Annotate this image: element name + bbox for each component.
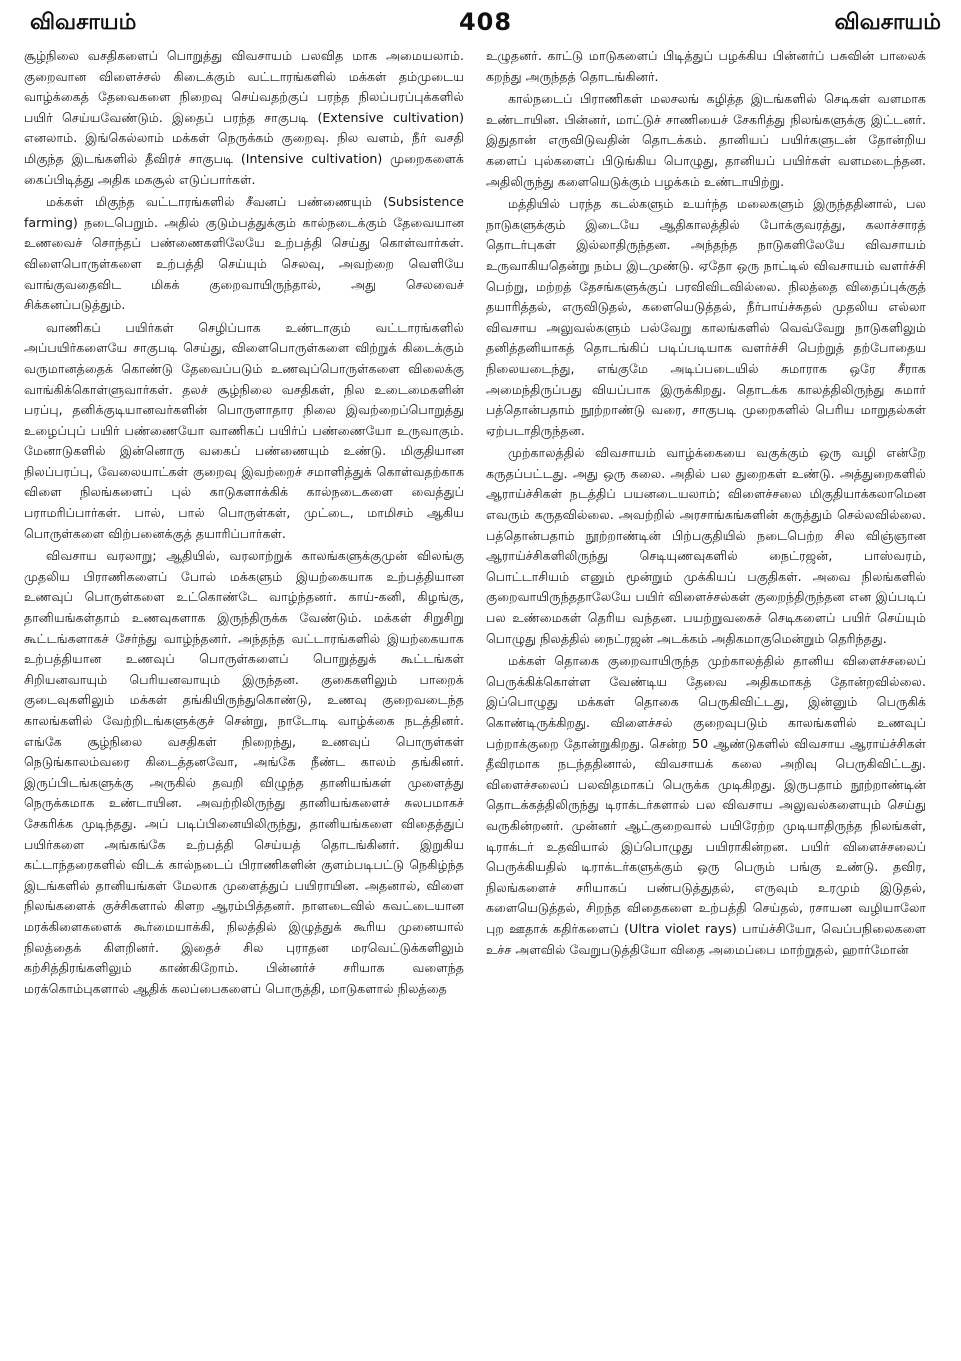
running-title-right: விவசாயம்: [834, 10, 941, 35]
paragraph: மக்கள் தொகை குறைவாயிருந்த முற்காலத்தில் தானிய விளைச்சலைப் பெருக்கிக்கொள்ள வேண்டிய தேவை அதிகமாகத் தோன்றவில்லை. இப்பொழுது மக்கள் தொகை பெருகிவிட்டது, இன்னும் பெருகிக் கொண்டிருக்கிறது. விளைச்சல் குறைவுபடும் காலங்களில் உணவுப் பற்றாக்குறை தோன்றுகிறது. சென்ற 50 ஆண்டுகளில் விவசாய ஆராய்ச்சிகள் தீவிரமாக நடந்ததினால், விவசாயக் கலை அறிவு பெருகிவிட்டது. விளைச்சலைப் பலவிதமாகப் பெருக்க முடிகிறது. இருபதாம் நூற்றாண்டின் தொடக்கத்திலிருந்து டிராக்டர்களால் பல விவசாய அலுவல்களையும் செய்து வருகின்றனர். முன்னர் ஆட்குறைவால் பயிரேற்ற முடியாதிருந்த நிலங்கள், டிராக்டர் உதவியால் இப்பொழுது பயிராகின்றன. பயிர் விளைச்சலைப் பெருக்கியதில் டிராக்டர்களுக்கும் ஒரு பெரும் பங்கு உண்டு. தவிர, நிலங்களைச் சரியாகப் பண்படுத்துதல், எருவும் உரமும் இடுதல், களையெடுத்தல், சிறந்த விதைகளை உற்பத்தி செய்தல், ரசாயன வழியாலோ புற ஊதாக் கதிர்களைப் (Ultra violet rays) பாய்ச்சியோ, வெப்பநிலைகளை உச்ச அளவில் வேறுபடுத்தியோ விதை அமைப்பை மாற்றுதல், ஹார்மோன்: [486, 653, 926, 957]
running-title-left: விவசாயம்: [30, 10, 137, 35]
paragraph: விவசாய வரலாறு; ஆதியில், வரலாற்றுக் காலங்களுக்குமுன் விலங்கு முதலிய பிராணிகளைப் போல் மக்களும் இயற்கையாக உற்பத்தியான உணவுப் பொருள்களை உட்கொண்டே வாழ்ந்தனர். காய்-கனி, கிழங்கு, தானியங்கள்தாம் உணவுகளாக இருந்திருக்க வேண்டும். மக்கள் சிறுசிறு கூட்டங்களாகச் சேர்ந்து வாழ்ந்தனர். அந்தந்த வட்டாரங்களில் இயற்கையாக உற்பத்தியான உணவுப் பொருள்களைப் பொறுத்துக் கூட்டங்கள் சிறியனவாயும் பெரியனவாயும் இருந்தன. குகைகளிலும் பாறைக் குடைவுகளிலும் மக்கள் தங்கியிருந்துகொண்டு, உணவு குறைவடைந்த காலங்களில் வேற்றிடங்களுக்குச் சென்று, நாடோடி வாழ்க்கை நடத்தினர். எங்கே சூழ்நிலை வசதிகள் நிறைந்து, உணவுப் பொருள்கள் நெடுங்காலம்வரை கிடைத்தனவோ, அங்கே நீண்ட காலம் தங்கினர். இருப்பிடங்களுக்கு அருகில் தவறி விழுந்த தானியங்கள் முளைத்து நெருக்கமாக உண்டாயின. அவற்றிலிருந்து தானியங்களைச் சுலபமாகச் சேகரிக்க முடிந்தது. அப் படிப்பினையிலிருந்து, தானியங்களை விதைத்துப் பயிர்களை அங்கங்கே உற்பத்தி செய்யத் தொடங்கினர். இறுகிய கட்டாந்தரைகளில் விடக் கால்நடைப் பிராணிகளின் குளம்படிபட்டு நெகிழ்ந்த இடங்களில் தானியங்கள் மேலாக முளைத்துப் பயிராயின. அதனால், விளை நிலங்களைக் குச்சிகளால் கிளற ஆரம்பித்தனர். நாளடைவில் கவட்டையான மரக்கிளைகளைக் கூர்மையாக்கி, நிலத்தில் இழுத்துக் கூரிய முனையால் நிலத்தைக் கிளறினர். இதைச் சில புராதன மரவெட்டுக்களிலும் கற்சித்திரங்களிலும் காண்கிறோம். பின்னர்ச் சரியாக வளைந்த மரக்கொம்புகளால் ஆதிக் கலப்பைகளைப் பொருத்தி, மாடுகளால் நிலத்தை: [24, 548, 464, 996]
paragraph: கால்நடைப் பிராணிகள் மலசலங் கழித்த இடங்களில் செடிகள் வளமாக உண்டாயின. பின்னர், மாட்டுச் சாணியைச் சேகரித்து நிலங்களுக்கு இட்டனர். இதுதான் எருவிடுவதின் தொடக்கம். தானியப் பயிர்களுடன் தோன்றிய களைப் புல்களைப் பிடுங்கிய பொழுது, தானியப் பயிர்கள் வளமடைந்தன. அதிலிருந்து களையெடுக்கும் பழக்கம் உண்டாயிற்று.: [486, 91, 926, 189]
page-number: 408: [458, 8, 513, 36]
right-column: [486, 46, 926, 1351]
paragraph: முற்காலத்தில் விவசாயம் வாழ்க்கையை வகுக்கும் ஒரு வழி என்றே கருதப்பட்டது. அது ஒரு கலை. அதில் பல துறைகள் உண்டு. அத்துறைகளில் ஆராய்ச்சிகள் நடத்திப் பயனடையலாம்; விளைச்சலை மிகுதியாக்கலாமென எவரும் கருதவில்லை. அவற்றில் அரசாங்கங்களின் கருத்தும் செல்லவில்லை. பத்தொன்பதாம் நூற்றாண்டின் பிற்பகுதியில் நடைபெற்ற சில விஞ்ஞான ஆராய்ச்சிகளிலிருந்து செடியுணவுகளில் நைட்ரஜன், பாஸ்வரம், பொட்டாசியம் எனும் மூன்றும் முக்கியப் பகுதிகள். அவை நிலங்களில் குறைவாயிருந்ததாலேயே பயிர் விளைச்சல்கள் குறைந்திருந்தன என இப்படிப் பல உண்மைகள் தெரிய வந்தன. பயற்றுவகைச் செடிகளைப் பயிர் செய்யும் பொழுது நிலத்தில் நைட்ரஜன் அடக்கம் அதிகமாகுமென்றும் தெரிந்தது.: [486, 445, 926, 646]
left-column: [24, 46, 464, 1351]
text-columns: [24, 46, 947, 1351]
paragraph: வாணிகப் பயிர்கள் செழிப்பாக உண்டாகும் வட்டாரங்களில் அப்பயிர்களையே சாகுபடி செய்து, விளைபொருள்களை விற்றுக் கிடைக்கும் வருமானத்தைக் கொண்டு தேவைப்படும் உணவுப்பொருள்களை விலைக்கு வாங்கிக்கொள்ளுவார்கள். தலச் சூழ்நிலை வசதிகள், நில உடைமைகளின் பரப்பு, தனிக்குடியானவர்களின் பொருளாதார நிலை இவற்றைப்பொறுத்து உழைப்புப் பயிர் பண்ணையோ வாணிகப் பயிர்ப் பண்ணையோ உருவாகும். மேனாடுகளில் இன்னொரு வகைப் பண்ணையும் உண்டு. மிகுதியான நிலப்பரப்பு, வேலையாட்கள் குறைவு இவற்றைச் சமாளித்துக் கொள்வதற்காக விளை நிலங்களைப் புல் காடுகளாக்கிக் கால்நடைகளை வைத்துப் பராமரிப்பார்கள். பால், பால் பொருள்கள், முட்டை, மாமிசம் ஆகிய பொருள்களை விற்பனைக்குத் தயாரிப்பார்கள்.: [24, 319, 464, 541]
paragraph: உழுதனர். காட்டு மாடுகளைப் பிடித்துப் பழக்கிய பின்னர்ப் பசுவின் பாலைக் கறந்து அருந்தத் தொடங்கினர்.: [486, 48, 926, 84]
paragraph: மத்தியில் பரந்த கடல்களும் உயர்ந்த மலைகளும் இருந்ததினால், பல நாடுகளுக்கும் இடையே ஆதிகாலத்தில் போக்குவரத்து, கலாச்சாரத் தொடர்புகள் இல்லாதிருந்தன. அந்தந்த நாடுகளிலேயே விவசாயம் உருவாகியதென்று நம்ப இடமுண்டு. ஏதோ ஒரு நாட்டில் விவசாயம் வளர்ச்சி பெற்று, மற்றத் தேசங்களுக்குப் பரவிவிடவில்லை. நிலத்தை விதைப்புக்குத் தயாரித்தல், எருவிடுதல், களையெடுத்தல், நீர்பாய்ச்சுதல் முதலிய எல்லா விவசாய அலுவல்களும் பல்வேறு காலங்களில் வெவ்வேறு நாடுகளிலும் தனித்தனியாகத் தொடங்கிப் படிப்படியாக வளர்ச்சி பெற்றுத் தற்போதைய நிலையடைந்து, எங்குமே அடிப்படையில் சுமாராக ஒரே சீராக அமைந்திருப்பது வியப்பாக இருக்கிறது. தொடக்க காலத்திலிருந்து சுமார் பத்தொன்பதாம் நூற்றாண்டு வரை, சாகுபடி முறைகளில் பெரிய மாறுதல்கள் ஏற்படாதிருந்தன.: [486, 196, 926, 438]
paragraph: சூழ்நிலை வசதிகளைப் பொறுத்து விவசாயம் பலவித மாக அமையலாம். குறைவான விளைச்சல் கிடைக்கும் வட்டாரங்களில் மக்கள் தம்முடைய வாழ்க்கைத் தேவைகளை நிறைவு செய்வதற்குப் பரந்த நிலப்பரப்புக்களில் பயிர் செய்யவேண்டும். இதைப் பரந்த சாகுபடி (Extensive cultivation) எனலாம். இங்கெல்லாம் மக்கள் நெருக்கம் குறைவு. நில வளம், நீர் வசதி மிகுந்த இடங்களில் தீவிரச் சாகுபடி (Intensive cultivation) முறைகளைக் கைப்பிடித்து அதிக மகசூல் எடுப்பார்கள்.: [24, 48, 464, 187]
paragraph: மக்கள் மிகுந்த வட்டாரங்களில் சீவனப் பண்ணையும் (Subsistence farming) நடைபெறும். அதில் குடும்பத்துக்கும் கால்நடைக்கும் தேவையான உணவைச் சொந்தப் பண்ணைகளிலேயே உற்பத்தி செய்து கொள்வார்கள். விளைபொருள்களை உற்பத்தி செய்யும் செலவு, அவற்றை வெளியே வாங்குவதைவிட மிகக் குறைவாயிருந்தால், அது செலவைச் சிக்கனப்படுத்தும்.: [24, 194, 464, 313]
page-header: [24, 0, 947, 46]
